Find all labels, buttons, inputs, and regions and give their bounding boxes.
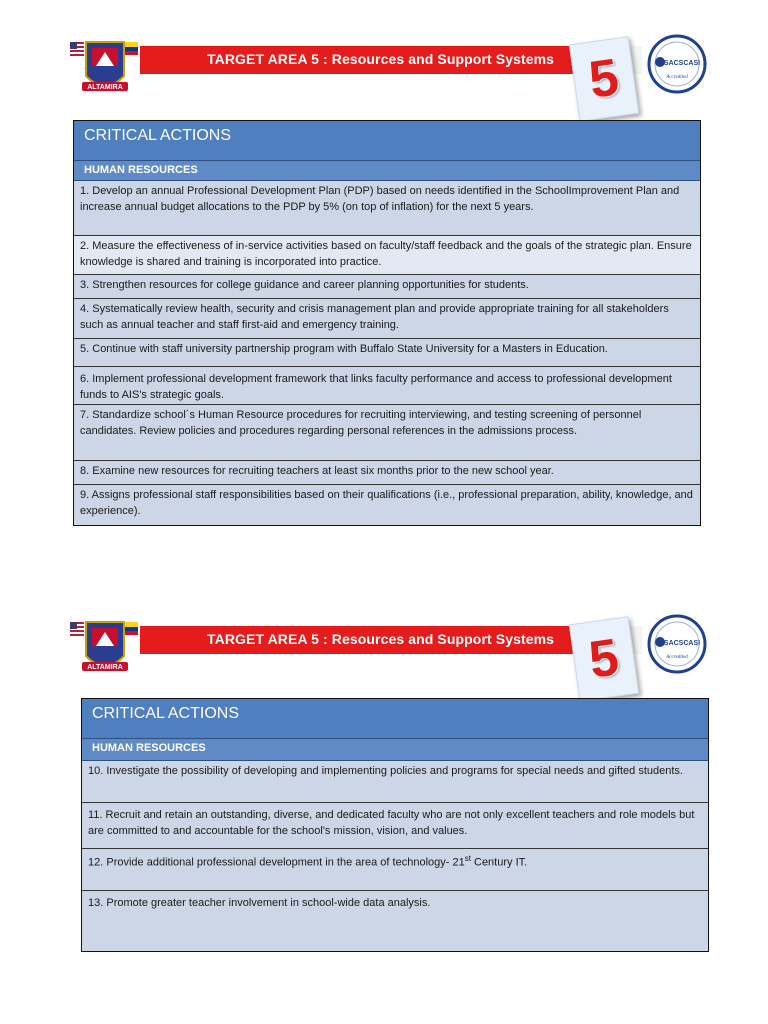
table-title: CRITICAL ACTIONS bbox=[82, 699, 708, 739]
table-row bbox=[82, 803, 708, 849]
row-text: Recruit and retain an outstanding, diverse, and dedicated faculty who are not only excellent teachers and role models but are committed to and accountable for the school's mission, vision, and values. bbox=[88, 809, 695, 837]
row-text: Assigns professional staff responsibilities based on their qualifications (i.e., professional preparation, ability, knowledge, and experience). bbox=[80, 489, 693, 517]
accreditation-seal-icon bbox=[647, 34, 707, 94]
header-2 bbox=[0, 580, 768, 690]
header-1 bbox=[0, 0, 768, 110]
row-number: 9. bbox=[80, 489, 90, 501]
table-row bbox=[74, 299, 700, 339]
row-number: 13. bbox=[88, 897, 104, 909]
critical-actions-table-2 bbox=[81, 698, 709, 952]
row-text-sup: st bbox=[464, 854, 471, 863]
row-text: Examine new resources for recruiting teachers at least six months prior to the new school year. bbox=[92, 465, 554, 477]
seal-sub: Accredited bbox=[666, 655, 688, 660]
row-text: Systematically review health, security and crisis management plan and provide appropriate training for all stakeholders such as annual teacher and staff first-aid and emergency training. bbox=[80, 303, 669, 331]
logo-text: ALTAMIRA bbox=[87, 84, 123, 91]
logo-text: ALTAMIRA bbox=[87, 664, 123, 671]
row-number: 3. bbox=[80, 279, 90, 291]
row-number: 1. bbox=[80, 185, 90, 197]
row-text-post: Century IT. bbox=[470, 856, 528, 869]
table-row bbox=[74, 405, 700, 461]
target-area-number-badge bbox=[569, 616, 639, 702]
row-text: Develop an annual Professional Development Plan (PDP) based on needs identified in the SchoolImprovement Plan and increase annual budget allocations to the PDP by 5% (on top of inflation) for the next 5 years. bbox=[80, 185, 680, 213]
table-title: CRITICAL ACTIONS bbox=[74, 121, 700, 161]
table-row bbox=[74, 181, 700, 236]
table-row bbox=[74, 367, 700, 405]
row-number: 2. bbox=[80, 240, 90, 252]
table-row bbox=[74, 485, 700, 525]
school-logo-icon bbox=[68, 36, 142, 102]
table-row bbox=[74, 275, 700, 299]
target-area-number-badge bbox=[569, 36, 639, 122]
row-number: 11. bbox=[88, 809, 103, 821]
seal-text: SACSCASI bbox=[663, 640, 701, 647]
row-text: Promote greater teacher involvement in school-wide data analysis. bbox=[106, 897, 431, 909]
row-text-pre: Provide additional professional development in the area of technology- 21 bbox=[106, 856, 465, 869]
row-text: Standardize school´s Human Resource procedures for recruiting interviewing, and testing screening of personnel candidates. Review policies and procedures regarding personal references in the admissions process. bbox=[80, 409, 642, 437]
target-area-number: 5 bbox=[585, 628, 623, 690]
row-number: 4. bbox=[80, 303, 90, 315]
row-text: Measure the effectiveness of in-service activities based on faculty/staff feedback and the goals of the strategic plan. Ensure knowledge is shared and training is incorporated into practice. bbox=[80, 240, 692, 268]
row-number: 7. bbox=[80, 409, 90, 421]
table-subtitle: HUMAN RESOURCES bbox=[82, 739, 708, 761]
row-text: Investigate the possibility of developing and implementing policies and programs for special needs and gifted students. bbox=[106, 765, 683, 777]
banner-title: TARGET AREA 5 : Resources and Support Systems bbox=[207, 51, 555, 67]
critical-actions-table-1 bbox=[73, 120, 701, 526]
banner-title: TARGET AREA 5 : Resources and Support Systems bbox=[207, 631, 555, 647]
table-row bbox=[74, 461, 700, 485]
row-text: Implement professional development framework that links faculty performance and access to professional development funds to AIS's strategic goals. bbox=[80, 373, 672, 401]
accreditation-seal-icon bbox=[647, 614, 707, 674]
table-row bbox=[82, 761, 708, 803]
row-number: 12. bbox=[88, 856, 104, 869]
row-number: 5. bbox=[80, 343, 90, 355]
table-row bbox=[74, 339, 700, 367]
target-area-number: 5 bbox=[585, 48, 623, 110]
row-text: Continue with staff university partnership program with Buffalo State University for a Masters in Education. bbox=[92, 343, 608, 355]
table-row bbox=[74, 236, 700, 275]
table-subtitle: HUMAN RESOURCES bbox=[74, 161, 700, 181]
school-logo-icon bbox=[68, 616, 142, 682]
seal-text: SACSCASI bbox=[663, 60, 701, 67]
row-number: 6. bbox=[80, 373, 90, 385]
row-number: 8. bbox=[80, 465, 90, 477]
table-row bbox=[82, 891, 708, 951]
seal-sub: Accredited bbox=[666, 75, 688, 80]
table-row bbox=[82, 849, 708, 891]
row-text: Strengthen resources for college guidance and career planning opportunities for students. bbox=[92, 279, 529, 291]
row-number: 10. bbox=[88, 765, 104, 777]
